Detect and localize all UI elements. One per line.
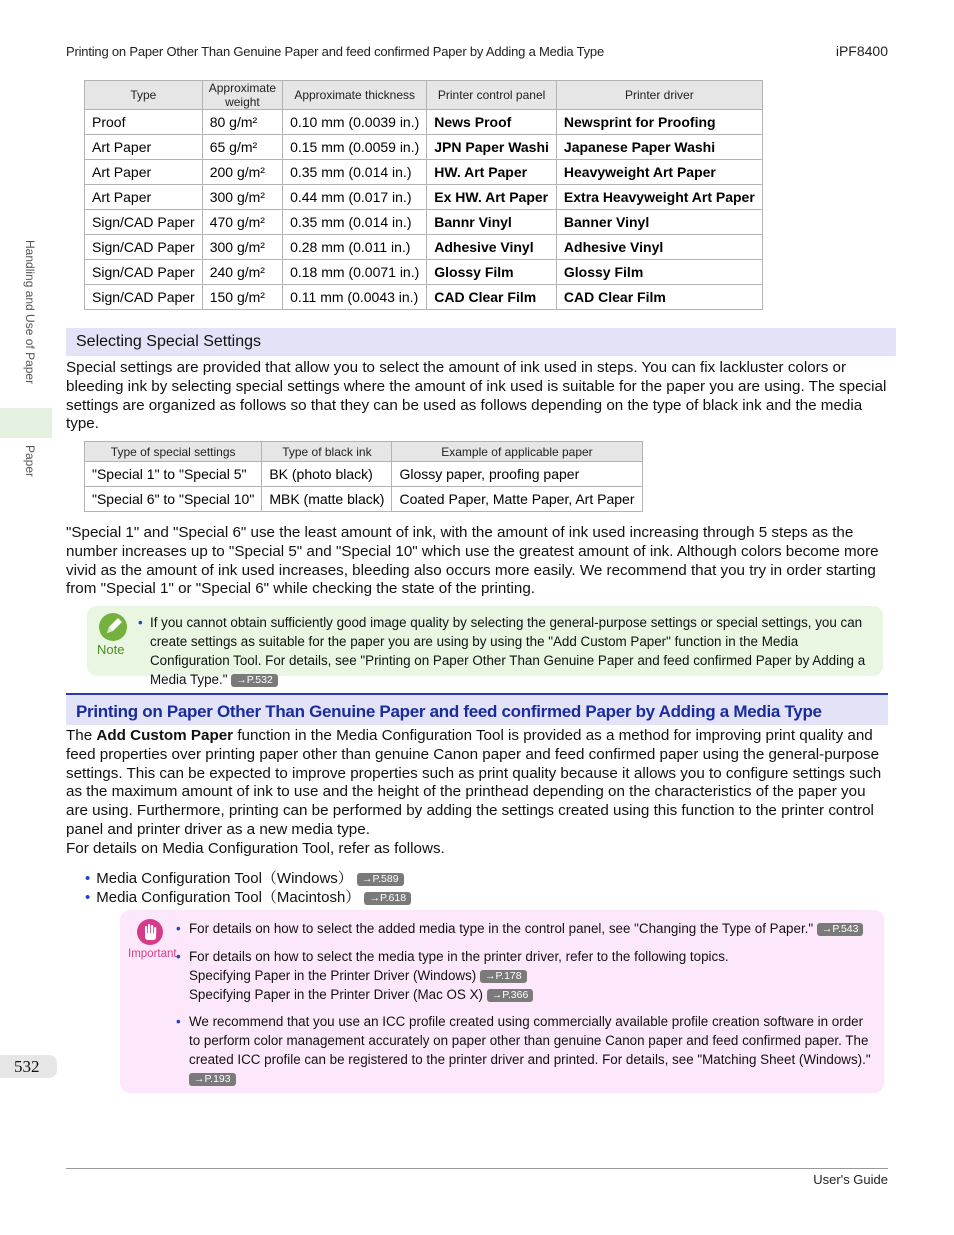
list-item-label: Media Configuration Tool（Windows） [96,870,353,887]
table-row [85,285,763,310]
important-label: Important [128,948,177,960]
table-cell: Adhesive Vinyl [427,235,557,260]
bullet-dot: • [176,949,181,964]
list-item-label: Media Configuration Tool（Macintosh） [96,889,361,906]
pencil-note-icon [99,613,127,641]
section-heading-special [66,328,896,356]
section-heading-text: Printing on Paper Other Than Genuine Paper and feed confirmed Paper by Adding a Media Type [76,702,822,721]
note-text [138,613,878,689]
table-row [85,185,763,210]
table-cell: Glossy Film [427,260,557,285]
table-cell: Glossy paper, proofing paper [392,462,642,487]
page-reference-link[interactable]: →P.543 [817,923,864,936]
important-item-control-panel [176,919,876,938]
table-cell: CAD Clear Film [556,285,762,310]
page-reference-link[interactable]: →P.193 [189,1073,236,1086]
table-cell: 0.18 mm (0.0071 in.) [283,260,427,285]
table-cell: Ex HW. Art Paper [427,185,557,210]
table-header-cell: Approximate thickness [283,81,427,110]
topic-windows: Specifying Paper in the Printer Driver (Windows) [189,968,477,983]
table-cell: CAD Clear Film [427,285,557,310]
table-cell: 0.10 mm (0.0039 in.) [283,110,427,135]
important-item-text: For details on how to select the added media type in the control panel, see "Changing the Type of Paper." [189,921,814,936]
table-cell: Glossy Film [556,260,762,285]
important-item-text: We recommend that you use an ICC profile created using commercially available profile creation software in order to perform color management accurately on paper other than genuine Canon paper and feed confirmed paper. The created ICC profile can be registered to the printer driver and printed. For details, see "Matching Sheet (Windows)." [189,1014,871,1067]
table-header-cell: Printer driver [556,81,762,110]
table-cell: 200 g/m² [202,160,282,185]
table-cell: Art Paper [85,185,203,210]
table-cell: Japanese Paper Washi [556,135,762,160]
important-item-text: For details on how to select the media type in the printer driver, refer to the following topics. [189,949,729,964]
table-cell: 0.15 mm (0.0059 in.) [283,135,427,160]
table-cell: Proof [85,110,203,135]
table-row [85,160,763,185]
table-cell: Newsprint for Proofing [556,110,762,135]
page-reference-link[interactable]: →P.589 [357,873,404,886]
running-header-title: Printing on Paper Other Than Genuine Paper and feed confirmed Paper by Adding a Media Type [66,44,604,59]
table-cell: 65 g/m² [202,135,282,160]
table-row [85,487,643,512]
side-tab-section[interactable]: Paper [23,445,37,478]
bullet-dot: • [138,615,143,630]
table-cell: News Proof [427,110,557,135]
bullet-dot: • [176,921,181,936]
table-cell: Adhesive Vinyl [556,235,762,260]
table-cell: HW. Art Paper [427,160,557,185]
media-type-table [84,80,763,310]
table-cell: Art Paper [85,160,203,185]
note-body: If you cannot obtain sufficiently good image quality by selecting the general-purpose settings or special settings, you can create settings as suitable for the paper you are using by using the "Add Custom Paper" function in the Media Configuration Tool. For details, see "Printing on Paper Other Than Genuine Paper and feed confirmed Paper by Adding a Media Type." [150,615,866,687]
para-details-text: For details on Media Configuration Tool, refer as follows. [66,839,445,857]
table-cell: 0.35 mm (0.014 in.) [283,160,427,185]
page-reference-link[interactable]: →P.178 [480,970,527,983]
table-cell: Banner Vinyl [556,210,762,235]
footer-text: User's Guide [813,1172,888,1187]
hand-stop-icon [137,919,163,945]
special-explanation-paragraph: "Special 1" and "Special 6" use the least amount of ink, with the amount of ink used increasing through 5 steps as the number increases up to "Special 5" and "Special 10" which use the greatest amount of ink. Although colors become more vivid as the amount of ink used increases, bleeding also occurs more easily. We recommend that you try in order starting from "Special 1" or "Special 6" while checking the state of the printing. [66,524,879,598]
table-row [85,260,763,285]
table-cell: 0.11 mm (0.0043 in.) [283,285,427,310]
section-heading-custom [66,693,888,725]
table-header-cell: Type of special settings [85,442,262,462]
para-text: function in the Media Configuration Tool is provided as a method for improving print quality and feed properties over printing paper other than genuine Canon paper and feed confirmed paper using the general-purpose settings. This can be expected to improve properties such as print quality because it allows you to configure settings such as the maximum amount of ink to use and the height of the printhead depending on the characteristics of the paper you are using. Furthermore, printing can be performed by adding the settings created using this function to the printer control panel and printer driver as a new media type. [66,727,882,838]
side-tab-marker [0,408,52,438]
table-cell: Sign/CAD Paper [85,285,203,310]
table-header-cell: Type of black ink [262,442,392,462]
table-row [85,210,763,235]
table-cell: 0.44 mm (0.017 in.) [283,185,427,210]
important-item-icc-profile [176,1012,876,1088]
table-cell: MBK (matte black) [262,487,392,512]
table-row [85,135,763,160]
running-header-model: iPF8400 [835,43,888,59]
table-cell: 300 g/m² [202,185,282,210]
table-row [85,110,763,135]
page-reference-link[interactable]: →P.618 [364,892,411,905]
list-item-mac-tool [85,886,411,907]
table-cell: 80 g/m² [202,110,282,135]
table-cell: 150 g/m² [202,285,282,310]
table-header-row [85,81,763,110]
table-cell: Sign/CAD Paper [85,260,203,285]
note-label: Note [97,642,125,657]
bullet-dot: • [85,889,91,906]
special-settings-table [84,441,643,512]
table-header-row [85,442,643,462]
add-custom-paper-term: Add Custom Paper [96,727,234,744]
table-cell: 0.28 mm (0.011 in.) [283,235,427,260]
table-header-cell: Type [85,81,203,110]
table-cell: "Special 6" to "Special 10" [85,487,262,512]
special-intro-paragraph: Special settings are provided that allow you to select the amount of ink used in steps. You can fix lackluster colors or bleeding ink by selecting special settings where the amount of ink used is suitable for the paper you are using. The special settings are organized as follows so that they can be used as follows depending on the type of black ink and the media type. [66,359,887,433]
bullet-dot: • [176,1014,181,1029]
table-cell: Heavyweight Art Paper [556,160,762,185]
table-header-cell: Example of applicable paper [392,442,642,462]
side-tab-chapter[interactable]: Handling and Use of Paper [23,240,37,385]
section-heading-text: Selecting Special Settings [76,333,261,350]
table-cell: 300 g/m² [202,235,282,260]
page-reference-link[interactable]: →P.532 [231,674,278,687]
table-cell: Bannr Vinyl [427,210,557,235]
table-cell: JPN Paper Washi [427,135,557,160]
page-reference-link[interactable]: →P.366 [487,989,534,1002]
footer-divider [66,1168,888,1169]
table-header-cell: Printer control panel [427,81,557,110]
table-row [85,235,763,260]
table-cell: "Special 1" to "Special 5" [85,462,262,487]
custom-paragraph [66,727,888,859]
table-cell: 0.35 mm (0.014 in.) [283,210,427,235]
table-cell: 470 g/m² [202,210,282,235]
table-row [85,462,643,487]
table-cell: Sign/CAD Paper [85,210,203,235]
bullet-dot: • [85,870,91,887]
table-cell: BK (photo black) [262,462,392,487]
page-number: 532 [14,1057,40,1076]
table-cell: Coated Paper, Matte Paper, Art Paper [392,487,642,512]
table-cell: Art Paper [85,135,203,160]
important-item-printer-driver [176,947,876,1004]
para-text: The [66,727,97,744]
table-header-cell: Approximate weight [202,81,282,110]
table-cell: 240 g/m² [202,260,282,285]
topic-mac: Specifying Paper in the Printer Driver (Mac OS X) [189,987,483,1002]
list-item-windows-tool [85,867,404,888]
table-cell: Sign/CAD Paper [85,235,203,260]
table-cell: Extra Heavyweight Art Paper [556,185,762,210]
